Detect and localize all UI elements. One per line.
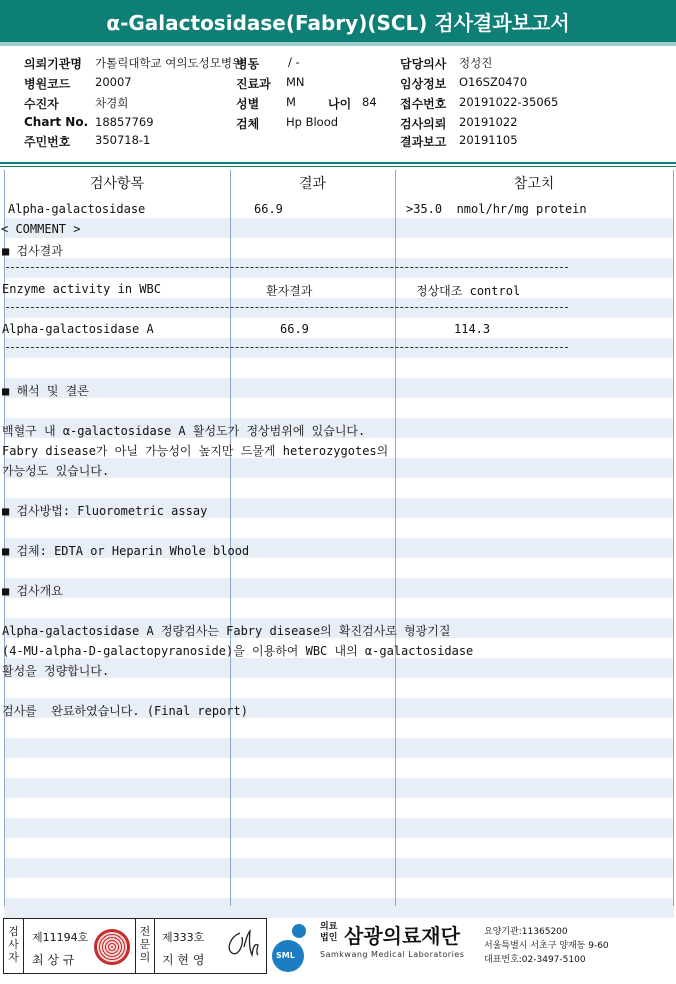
id-value: 350718-1 (95, 133, 151, 147)
grid-row-shade (4, 258, 674, 278)
results-grid (1, 170, 674, 906)
org-prefix-line1: 의료 (320, 922, 338, 932)
doctor-label: 담당의사 (400, 57, 447, 71)
test-result: 66.9 (254, 202, 283, 216)
final-report-line: 검사를 완료하였습니다. (Final report) (2, 704, 248, 718)
ward-value: / - (288, 55, 300, 69)
section-result: ■ 검사결과 (2, 244, 63, 258)
dashed-divider (6, 347, 568, 348)
test-reference: >35.0 nmol/hr/mg protein (406, 202, 587, 216)
header-result: 결과 (298, 176, 327, 192)
id-label: 주민번호 (24, 135, 71, 149)
age-label: 나이 (328, 97, 352, 111)
org-address: 서울특별시 서초구 양재동 9-60 (484, 941, 609, 951)
sub-row-patient: 66.9 (280, 322, 309, 336)
official-seal-icon (94, 929, 130, 965)
grid-row-shade (4, 898, 674, 918)
specialist-license: 제333호 (162, 931, 205, 944)
signature-icon (222, 927, 262, 961)
org-english-name: Samkwang Medical Laboratories (320, 950, 465, 959)
specialist-label: 전문의 (135, 919, 155, 973)
section-interpretation: ■ 해석 및 결론 (2, 384, 89, 398)
grid-row-shade (4, 378, 674, 398)
grid-line (673, 170, 674, 906)
dashed-divider (6, 267, 568, 268)
chart-no-label: Chart No. (24, 115, 89, 129)
test-item: Alpha-galactosidase (8, 202, 146, 216)
hospital-code-label: 병원코드 (24, 77, 71, 91)
doctor-value: 정성진 (459, 56, 493, 70)
section-overview: ■ 검사개요 (2, 584, 63, 598)
clinical-info-value: O16SZ0470 (459, 75, 528, 89)
patient-label: 수진자 (24, 97, 59, 111)
dept-label: 진료과 (236, 77, 271, 91)
sub-row-item: Alpha-galactosidase A (2, 322, 154, 336)
grid-line (230, 170, 231, 906)
interpretation-line: 가능성도 있습니다. (2, 464, 110, 478)
grid-row-shade (4, 738, 674, 758)
age-value: 84 (362, 95, 377, 109)
grid-row-shade (4, 778, 674, 798)
sub-header-patient: 환자결과 (266, 284, 313, 298)
clinical-info-label: 임상정보 (400, 77, 447, 91)
org-name: 삼광의료재단 (344, 924, 460, 948)
grid-row-shade (4, 298, 674, 318)
grid-row-shade (4, 858, 674, 878)
sex-label: 성별 (236, 97, 260, 111)
specimen-line: ■ 검체: EDTA or Heparin Whole blood (2, 544, 250, 558)
sml-logo-dot-icon (292, 924, 306, 938)
tester-license: 제11194호 (32, 931, 89, 944)
tester-name: 최 상 규 (32, 953, 75, 967)
accession-value: 20191022-35065 (459, 95, 559, 109)
specialist-name: 지 현 영 (162, 953, 205, 967)
request-date-label: 검사의뢰 (400, 117, 447, 131)
ward-label: 병동 (236, 57, 260, 71)
header-item: 검사항목 (89, 176, 145, 192)
accession-label: 접수번호 (400, 97, 447, 111)
header-divider-thin (0, 166, 676, 167)
sub-header-control: 정상대조 control (416, 284, 521, 298)
institution-value: 가톨릭대학교 여의도성모병원 (95, 56, 244, 70)
grid-row-shade (4, 818, 674, 838)
institution-label: 의뢰기관명 (24, 57, 82, 71)
sub-row-control: 114.3 (454, 322, 491, 336)
overview-line: Alpha-galactosidase A 정량검사는 Fabry disease의 확진검사로 형광기질 (2, 624, 451, 638)
dept-value: MN (286, 75, 305, 89)
sex-value: M (286, 95, 296, 109)
hospital-code-value: 20007 (95, 75, 132, 89)
overview-line: 활성을 정량합니다. (2, 664, 110, 678)
interpretation-line: 백혈구 내 α-galactosidase A 활성도가 정상범위에 있습니다. (2, 424, 366, 438)
method-line: ■ 검사방법: Fluorometric assay (2, 504, 208, 518)
chart-no-value: 18857769 (95, 115, 154, 129)
grid-row-shade (4, 578, 674, 598)
overview-line: (4-MU-alpha-D-galactopyranoside)을 이용하여 WBC 내의 α-galactosidase (2, 644, 474, 658)
sml-logo-text: SML (276, 951, 295, 960)
specimen-label: 검체 (236, 117, 260, 131)
interpretation-line: Fabry disease가 아닐 가능성이 높지만 드물게 heterozygotes의 (2, 444, 389, 458)
sub-header-item: Enzyme activity in WBC (2, 282, 161, 296)
grid-row-shade (4, 338, 674, 358)
report-title: α-Galactosidase(Fabry)(SCL) 검사결과보고서 (0, 0, 676, 46)
signature-box (3, 918, 267, 974)
grid-line (395, 170, 396, 906)
org-code: 요양기관:11365200 (484, 927, 568, 937)
grid-row-shade (4, 218, 674, 238)
report-date-value: 20191105 (459, 133, 518, 147)
org-phone: 대표번호:02-3497-5100 (484, 955, 586, 965)
org-prefix-line2: 법인 (320, 933, 338, 943)
patient-value: 차경희 (95, 96, 129, 110)
header-reference: 참고치 (513, 176, 555, 192)
tester-label: 검사자 (4, 919, 24, 973)
header-divider (0, 162, 676, 164)
request-date-value: 20191022 (459, 115, 518, 129)
dashed-divider (6, 307, 568, 308)
report-date-label: 결과보고 (400, 135, 447, 149)
comment-tag: < COMMENT > (1, 222, 81, 236)
grid-line (4, 170, 5, 906)
specimen-value: Hp Blood (286, 115, 339, 129)
